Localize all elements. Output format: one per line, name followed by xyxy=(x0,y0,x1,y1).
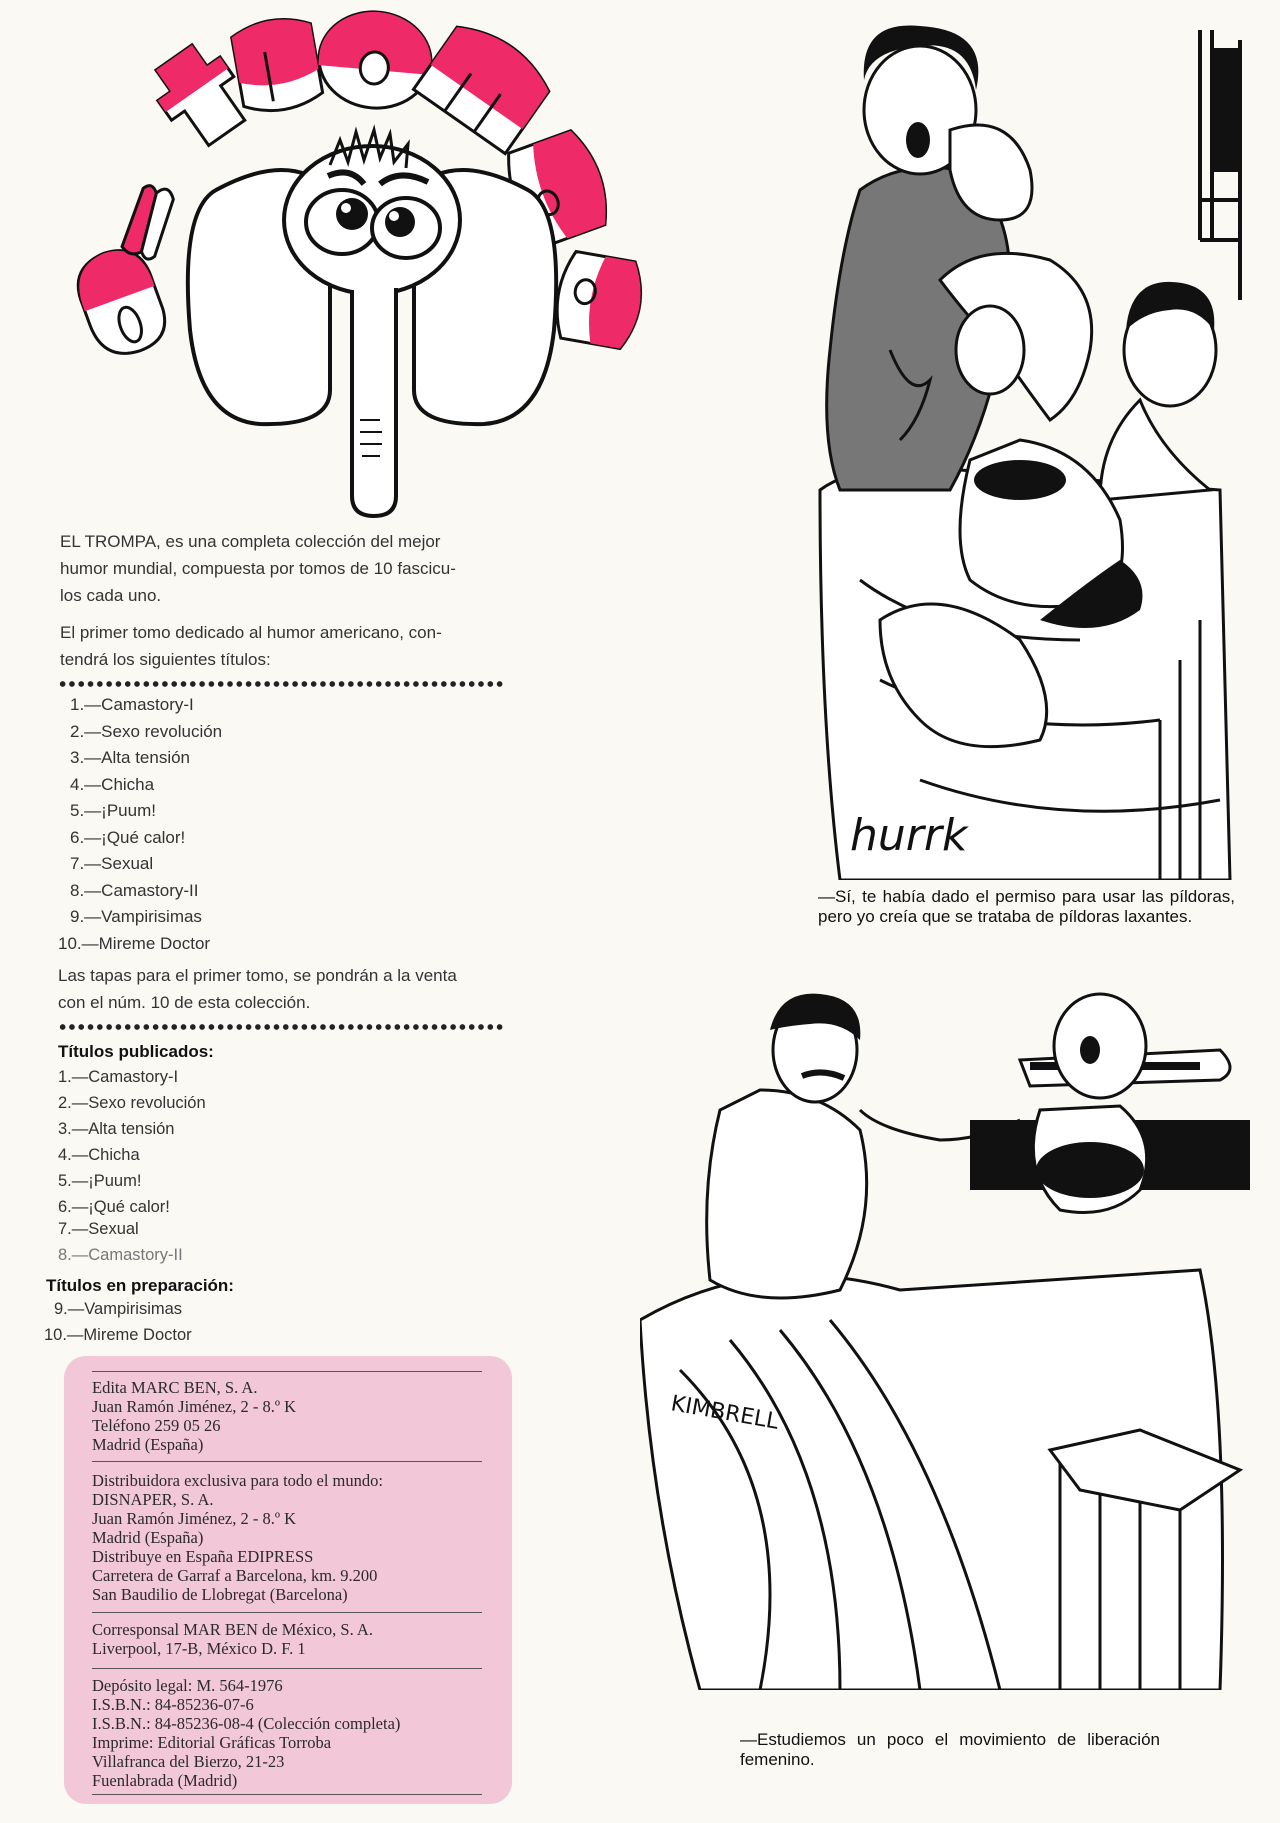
imprint-line: Teléfono 259 05 26 xyxy=(92,1416,221,1435)
intro-line: los cada uno. xyxy=(60,586,162,605)
published-heading: Títulos publicados: xyxy=(58,1042,214,1061)
intro-line: EL TROMPA, es una completa colección del mejor xyxy=(60,532,441,551)
published-list xyxy=(58,1068,206,1272)
imprint-rule xyxy=(92,1461,482,1462)
logo-letter-l xyxy=(121,182,178,262)
imprint-line: Carretera de Garraf a Barcelona, km. 9.200 xyxy=(92,1566,378,1585)
covers-note-line: Las tapas para el primer tomo, se pondrán a la venta xyxy=(58,966,457,985)
cartoon-2-signature: KIMBRELL xyxy=(668,1391,781,1435)
cartoon-1-signature: hurrk xyxy=(850,810,968,861)
imprint-line: Juan Ramón Jiménez, 2 - 8.º K xyxy=(92,1397,296,1416)
man-figure xyxy=(707,994,867,1298)
title-item: 1.—Camastory-I xyxy=(70,695,194,714)
imprint-line: Corresponsal MAR BEN de México, S. A. xyxy=(92,1620,373,1639)
imprint-line: Villafranca del Bierzo, 21-23 xyxy=(92,1752,285,1771)
logo-letter-a xyxy=(551,250,647,351)
preparation-item: 9.—Vampirisimas xyxy=(54,1300,183,1318)
title-item: 7.—Sexual xyxy=(70,854,154,873)
imprint-rule xyxy=(92,1668,482,1669)
imprint-box xyxy=(64,1356,512,1804)
imprint-line: Madrid (España) xyxy=(92,1435,204,1454)
intro-line: tendrá los siguientes títulos: xyxy=(60,650,271,669)
cartoon-1-caption: —Sí, te había dado el permiso para usar las píldoras, pero yo creía que se trataba de píldoras laxantes. xyxy=(818,887,1235,926)
titles-list xyxy=(58,695,223,960)
title-item: 3.—Alta tensión xyxy=(70,748,191,767)
title-item: 4.—Chicha xyxy=(70,774,155,794)
title-item: 10.—Mireme Doctor xyxy=(58,933,211,953)
imprint-line: Juan Ramón Jiménez, 2 - 8.º K xyxy=(92,1509,296,1528)
imprint-line: I.S.B.N.: 84-85236-07-6 xyxy=(92,1695,254,1714)
legal-block xyxy=(92,1676,492,1790)
cartoon-2-caption: —Estudiemos un poco el movimiento de liberación femenino. xyxy=(740,1730,1160,1769)
imprint-line: Distribuye en España EDIPRESS xyxy=(92,1547,314,1566)
published-item: 4.—Chicha xyxy=(58,1146,140,1164)
publisher-block xyxy=(92,1378,492,1454)
intro-paragraph xyxy=(60,528,520,609)
young-man-figure xyxy=(1100,282,1216,500)
imprint-line: Imprime: Editorial Gráficas Torroba xyxy=(92,1733,332,1752)
logo-letter-m xyxy=(413,15,557,154)
logo-letter-e xyxy=(68,241,173,364)
in-preparation-heading: Títulos en preparación: xyxy=(46,1276,234,1295)
dotted-divider xyxy=(58,1023,504,1031)
imprint-line: Madrid (España) xyxy=(92,1528,204,1547)
imprint-line: I.S.B.N.: 84-85236-08-4 (Colección completa) xyxy=(92,1714,401,1733)
imprint-line: Fuenlabrada (Madrid) xyxy=(92,1771,238,1790)
first-volume-paragraph xyxy=(60,619,520,673)
imprint-rule xyxy=(92,1612,482,1613)
published-item: 6.—¡Qué calor! xyxy=(58,1198,170,1216)
imprint-line: Edita MARC BEN, S. A. xyxy=(92,1378,258,1397)
title-item: 5.—¡Puum! xyxy=(70,801,156,820)
logo-letter-o xyxy=(315,7,435,112)
window-frame xyxy=(1200,30,1240,300)
el-trompa-logo xyxy=(30,0,730,530)
imprint-line: Depósito legal: M. 564-1976 xyxy=(92,1676,283,1695)
published-item: 5.—¡Puum! xyxy=(58,1172,142,1190)
published-item: 8.—Camastory-II xyxy=(58,1246,183,1264)
imprint-line: Liverpool, 17-B, México D. F. 1 xyxy=(92,1639,306,1658)
cartoon-2-illustration xyxy=(640,990,1260,1690)
mexico-block xyxy=(92,1620,492,1658)
covers-note xyxy=(58,962,528,1016)
published-item: 1.—Camastory-I xyxy=(58,1068,179,1086)
imprint-line: DISNAPER, S. A. xyxy=(92,1490,214,1509)
title-item: 8.—Camastory-II xyxy=(70,880,199,900)
in-preparation-list xyxy=(44,1300,192,1352)
imprint-line: Distribuidora exclusiva para todo el mundo: xyxy=(92,1471,383,1490)
imprint-rule xyxy=(92,1794,482,1795)
title-item: 6.—¡Qué calor! xyxy=(70,827,186,847)
covers-note-line: con el núm. 10 de esta colección. xyxy=(58,993,311,1012)
intro-line: El primer tomo dedicado al humor americano, con- xyxy=(60,623,442,642)
preparation-item: 10.—Mireme Doctor xyxy=(44,1326,192,1344)
published-item: 3.—Alta tensión xyxy=(58,1120,175,1138)
imprint-line: San Baudilio de Llobregat (Barcelona) xyxy=(92,1585,348,1604)
title-item: 9.—Vampirisimas xyxy=(70,907,202,926)
published-item: 2.—Sexo revolución xyxy=(58,1094,206,1112)
imprint-rule xyxy=(92,1371,482,1372)
distribution-block xyxy=(92,1471,492,1604)
title-item: 2.—Sexo revolución xyxy=(70,721,223,741)
logo-letter-r xyxy=(230,14,324,117)
intro-line: humor mundial, compuesta por tomos de 10 fascicu- xyxy=(60,559,456,578)
cartoon-1-illustration xyxy=(800,20,1250,880)
published-item: 7.—Sexual xyxy=(58,1220,139,1238)
dotted-divider xyxy=(58,680,504,688)
elephant-face-icon xyxy=(188,130,556,516)
